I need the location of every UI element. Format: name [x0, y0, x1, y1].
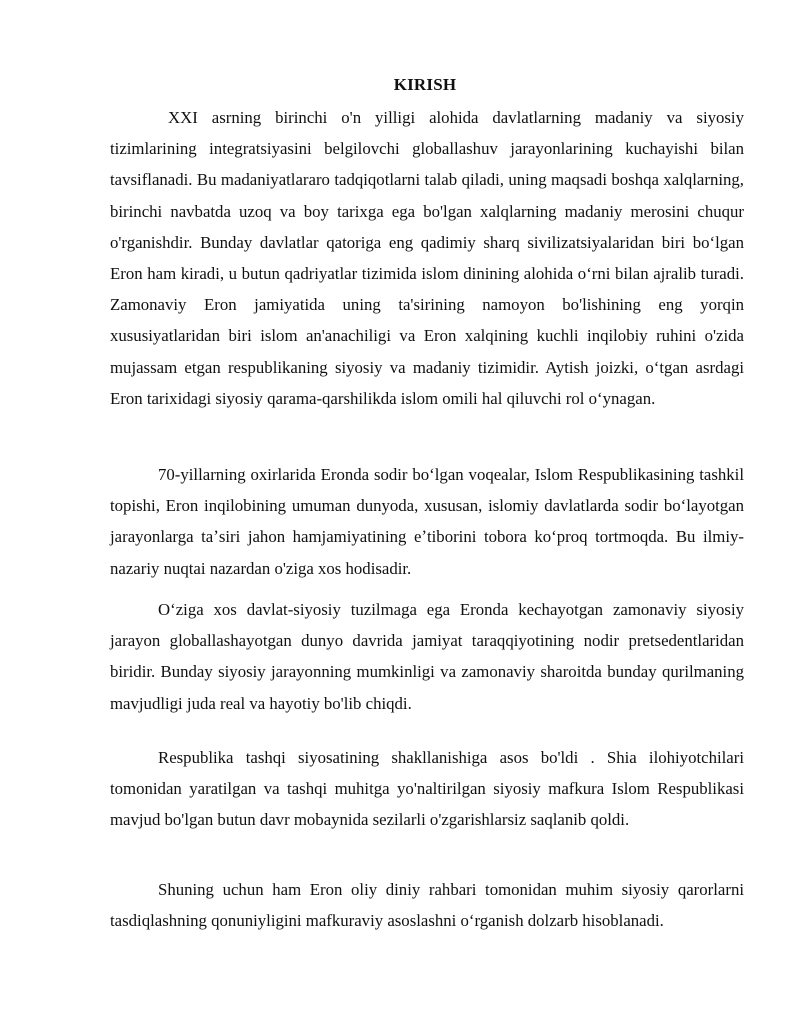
paragraph-5: Shuning uchun ham Eron oliy diniy rahbari tomonidan muhim siyosiy qarorlarni tasdiqlashning qonuniyligini mafkuraviy asoslashni oʻrganish dolzarb hisoblanadi.: [110, 880, 744, 931]
paragraph-1: XXI asrning birinchi o'n yilligi alohida davlatlarning madaniy va siyosiy tizimlarining integratsiyasini belgilovchi globallashuv jarayonlarining kuchayishi bilan tavsiflanadi. Bu madaniyatlararo tadqiqotlarni talab qiladi, uning maqsadi boshqa xalqlarning, birinchi navbatda uzoq va boy tarixga ega bo'lgan xalqlarning madaniy merosini chuqur o'rganishdir. Bunday davlatlar qatoriga eng qadimiy sharq sivilizatsiyalaridan biri boʻlgan Eron ham kiradi, u butun qadriyatlar tizimida islom dinining alohida oʻrni bilan ajralib turadi. Zamonaviy Eron jamiyatida uning ta'sirining namoyon bo'lishining eng yorqin xususiyatlaridan biri islom an'anachiligi va Eron xalqining kuchli inqilobiy ruhini o'zida mujassam etgan respublikaning siyosiy va madaniy tizimidir. Aytish joizki, oʻtgan asrdagi Eron tarixidagi siyosiy qarama-qarshilikda islom omili hal qiluvchi rol oʻynagan.: [110, 108, 744, 408]
paragraph-3: Oʻziga xos davlat-siyosiy tuzilmaga ega Eronda kechayotgan zamonaviy siyosiy jarayon globallashayotgan dunyo davrida jamiyat taraqqiyotining nodir pretsedentlaridan biridir. Bunday siyosiy jarayonning mumkinligi va zamonaviy sharoitda bunday qurilmaning mavjudligi juda real va hayotiy bo'lib chiqdi.: [110, 600, 744, 713]
paragraph-2: 70-yillarning oxirlarida Eronda sodir boʻlgan voqealar, Islom Respublikasining tashkil topishi, Eron inqilobining umuman dunyoda, xususan, islomiy davlatlarda sodir boʻlayotgan jarayonlarga taʼsiri jahon hamjamiyatining eʼtiborini tobora koʻproq tortmoqda. Bu ilmiy-nazariy nuqtai nazardan o'ziga xos hodisadir.: [110, 465, 744, 578]
paragraph-4: Respublika tashqi siyosatining shakllanishiga asos bo'ldi . Shia ilohiyotchilari tomonidan yaratilgan va tashqi muhitga yo'naltirilgan siyosiy mafkura Islom Respublikasi mavjud bo'lgan butun davr mobaynida sezilarli o'zgarishlarsiz saqlanib qoldi.: [110, 748, 744, 830]
page-title: KIRISH: [393, 75, 457, 94]
